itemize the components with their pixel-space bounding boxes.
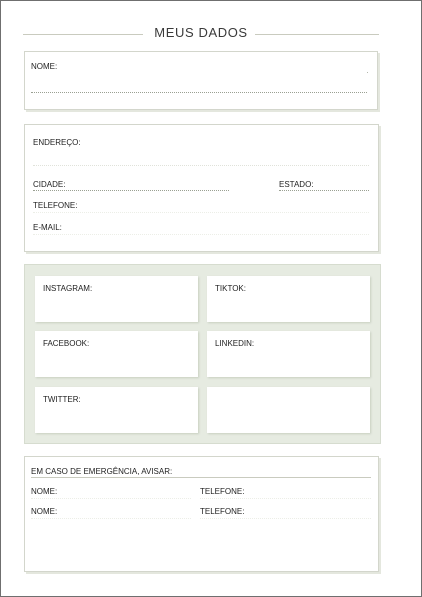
emergency-telefone-label: TELEFONE:	[200, 507, 245, 516]
blank-social-card[interactable]	[207, 387, 370, 433]
page-title: MEUS DADOS	[154, 25, 248, 40]
emergency-nome-field[interactable]	[31, 498, 191, 499]
cidade-label: CIDADE:	[33, 180, 66, 189]
emergency-nome-label: NOME:	[31, 507, 58, 516]
emergency-telefone-field[interactable]	[200, 498, 371, 499]
emergency-telefone-field[interactable]	[200, 518, 371, 519]
estado-field[interactable]	[279, 190, 369, 191]
emergency-divider	[31, 477, 371, 478]
cidade-field[interactable]	[33, 190, 229, 191]
endereco-field[interactable]	[33, 165, 369, 166]
email-field[interactable]	[33, 234, 369, 235]
twitter-label: TWITTER:	[43, 395, 81, 404]
emergency-nome-label: NOME:	[31, 487, 58, 496]
instagram-card[interactable]	[35, 276, 198, 322]
linkedin-card[interactable]	[207, 331, 370, 377]
telefone-label: TELEFONE:	[33, 201, 78, 210]
endereco-label: ENDEREÇO:	[33, 138, 81, 147]
corner-mark	[367, 72, 368, 73]
telefone-field[interactable]	[33, 212, 369, 213]
estado-label: ESTADO:	[279, 180, 314, 189]
emergency-heading: EM CASO DE EMERGÊNCIA, AVISAR:	[31, 467, 173, 476]
nome-field[interactable]	[31, 92, 367, 93]
emergency-nome-field[interactable]	[31, 518, 191, 519]
tiktok-label: TIKTOK:	[215, 284, 246, 293]
emergency-box	[24, 456, 379, 572]
nome-label: NOME:	[31, 62, 58, 71]
social-media-panel	[24, 264, 381, 444]
name-box	[24, 51, 378, 110]
emergency-telefone-label: TELEFONE:	[200, 487, 245, 496]
facebook-label: FACEBOOK:	[43, 339, 90, 348]
instagram-label: INSTAGRAM:	[43, 284, 93, 293]
twitter-card[interactable]	[35, 387, 198, 433]
email-label: E-MAIL:	[33, 223, 62, 232]
facebook-card[interactable]	[35, 331, 198, 377]
header-rule-right	[255, 34, 379, 35]
page-header	[23, 25, 379, 43]
address-box	[24, 124, 379, 252]
linkedin-label: LINKEDIN:	[215, 339, 255, 348]
tiktok-card[interactable]	[207, 276, 370, 322]
